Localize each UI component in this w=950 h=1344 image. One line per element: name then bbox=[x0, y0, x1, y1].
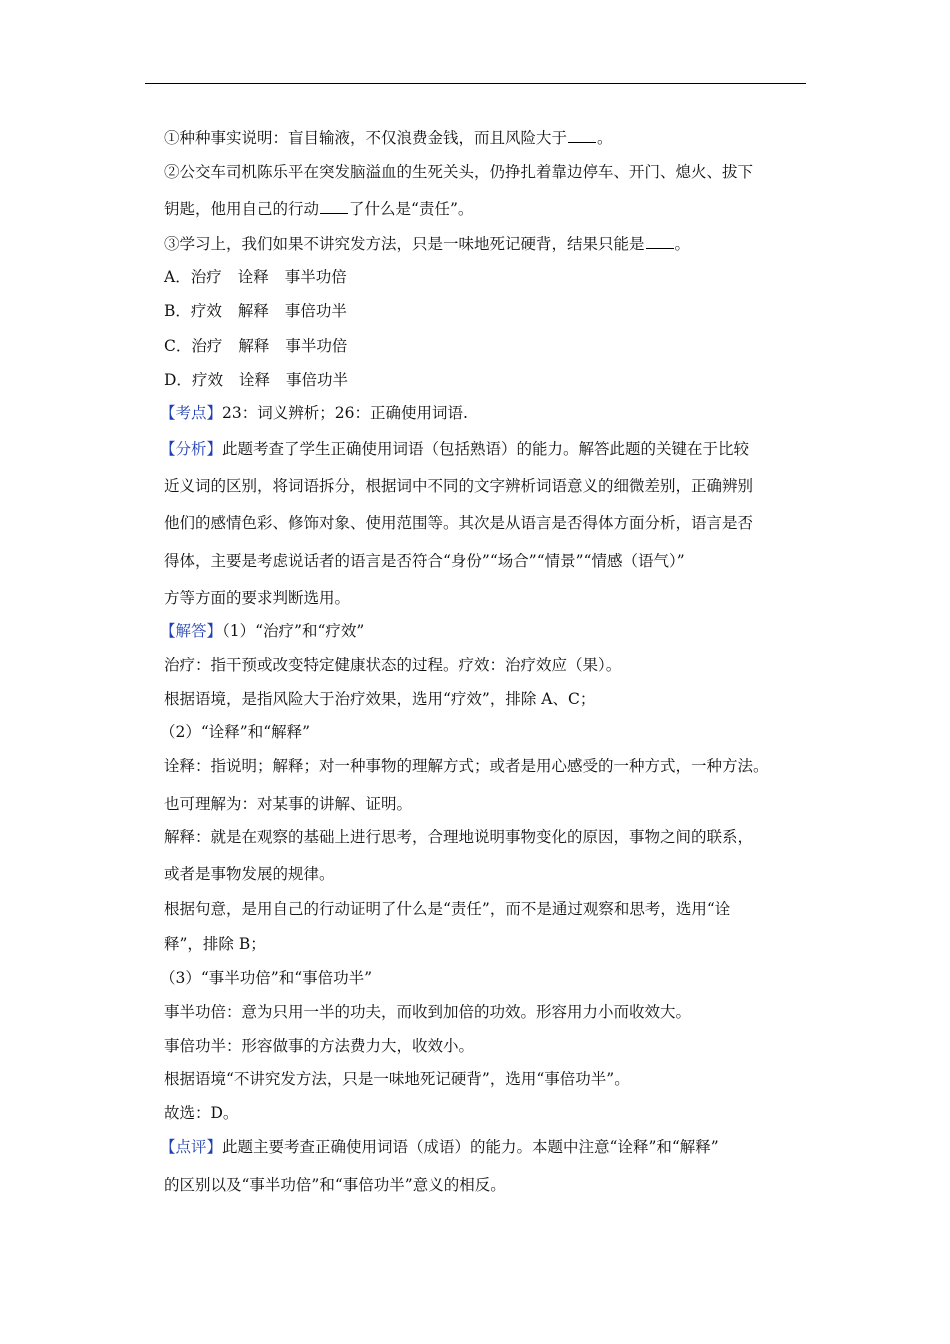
jieda-line: 事半功倍：意为只用一半的功夫，而收到加倍的功效。形容用力小而收效大。 bbox=[164, 1003, 692, 1021]
option-word: 解释 bbox=[238, 337, 270, 355]
option-word: 治疗 bbox=[191, 337, 223, 355]
option-word: 事半功倍 bbox=[284, 268, 347, 286]
question-1-end: 。 bbox=[597, 129, 613, 147]
question-3-text: ③学习上，我们如果不讲究发方法，只是一味地死记硬背，结果只能是 bbox=[164, 235, 645, 253]
fenxi-line-3: 他们的感情色彩、修饰对象、使用范围等。其次是从语言是否得体方面分析，语言是否 bbox=[164, 514, 754, 532]
dianping-text: 此题主要考查正确使用词语（成语）的能力。本题中注意“诠释”和“解释” bbox=[222, 1138, 719, 1156]
jieda-line: 根据语境“不讲究发方法，只是一味地死记硬背”，选用“事倍功半”。 bbox=[164, 1070, 630, 1088]
question-2-line-2 bbox=[164, 198, 473, 219]
option-word: 解释 bbox=[237, 302, 269, 320]
jieda-line: 根据语境，是指风险大于治疗效果，选用“疗效”，排除 A、C； bbox=[164, 690, 596, 708]
fenxi-line-4: 得体，主要是考虑说话者的语言是否符合“身份”“场合”“情景”“情感（语气）” bbox=[164, 552, 685, 570]
option-word: 诠释 bbox=[238, 371, 270, 389]
jieda-line: 事倍功半：形容做事的方法费力大，收效小。 bbox=[164, 1037, 475, 1055]
option-a bbox=[164, 267, 347, 287]
option-c bbox=[164, 336, 347, 356]
dianping-tag: 【点评】 bbox=[160, 1138, 223, 1156]
jieda-line: 诠释：指说明；解释；对一种事物的理解方式；或者是用心感受的一种方式，一种方法。 bbox=[164, 757, 769, 775]
jieda-line: 或者是事物发展的规律。 bbox=[164, 865, 335, 883]
header-rule bbox=[145, 83, 806, 84]
jieda-line: 根据句意，是用自己的行动证明了什么是“责任”，而不是通过观察和思考，选用“诠 bbox=[164, 900, 731, 918]
option-letter: C． bbox=[164, 337, 192, 355]
question-1-text: ①种种事实说明：盲目输液，不仅浪费金钱，而且风险大于 bbox=[164, 129, 568, 147]
jieda-line: 也可理解为：对某事的讲解、证明。 bbox=[164, 795, 413, 813]
option-word: 事半功倍 bbox=[285, 337, 348, 355]
option-word: 诠释 bbox=[237, 268, 269, 286]
option-word: 治疗 bbox=[190, 268, 222, 286]
jieda-line: 释”，排除 B； bbox=[164, 935, 266, 953]
option-word: 事倍功半 bbox=[284, 302, 347, 320]
question-2-line-1: ②公交车司机陈乐平在突发脑溢血的生死关头，仍挣扎着靠边停车、开门、熄火、拔下 bbox=[164, 163, 754, 181]
fenxi-text: 此题考查了学生正确使用词语（包括熟语）的能力。解答此题的关键在于比较 bbox=[222, 440, 750, 458]
question-2-text: 钥匙，他用自己的行动 bbox=[164, 200, 320, 218]
answer-blank bbox=[646, 233, 674, 249]
jieda-first: （1）“治疗”和“疗效” bbox=[222, 622, 365, 640]
option-letter: A． bbox=[164, 268, 191, 286]
kaodian-section bbox=[160, 403, 468, 423]
jieda-line: 解释：就是在观察的基础上进行思考，合理地说明事物变化的原因，事物之间的联系， bbox=[164, 828, 754, 846]
jieda-tag: 【解答】 bbox=[160, 622, 223, 640]
question-2-end: 了什么是“责任”。 bbox=[349, 200, 474, 218]
dianping-line-2: 的区别以及“事半功倍”和“事倍功半”意义的相反。 bbox=[164, 1176, 506, 1194]
jieda-line-1 bbox=[160, 621, 364, 641]
answer-blank bbox=[568, 127, 596, 143]
option-word: 疗效 bbox=[190, 302, 222, 320]
kaodian-tag: 【考点】 bbox=[160, 404, 223, 422]
option-letter: B． bbox=[164, 302, 191, 320]
kaodian-text: 23：词义辨析；26：正确使用词语. bbox=[222, 404, 468, 422]
answer-blank bbox=[320, 198, 348, 214]
jieda-line: （3）“事半功倍”和“事倍功半” bbox=[160, 969, 373, 987]
jieda-line: 故选：D。 bbox=[164, 1104, 239, 1122]
fenxi-line-5: 方等方面的要求判断选用。 bbox=[164, 589, 351, 607]
option-b bbox=[164, 301, 347, 321]
question-3 bbox=[164, 233, 690, 254]
fenxi-tag: 【分析】 bbox=[160, 440, 223, 458]
option-letter: D． bbox=[164, 371, 192, 389]
option-word: 事倍功半 bbox=[285, 371, 348, 389]
question-3-end: 。 bbox=[674, 235, 691, 253]
jieda-line: 治疗：指干预或改变特定健康状态的过程。疗效：治疗效应（果）。 bbox=[164, 656, 622, 674]
fenxi-line-2: 近义词的区别，将词语拆分，根据词中不同的文字辨析词语意义的细微差别，正确辨别 bbox=[164, 477, 754, 495]
question-1 bbox=[164, 127, 613, 148]
fenxi-line-1 bbox=[160, 439, 749, 459]
jieda-line: （2）“诠释”和“解释” bbox=[160, 723, 311, 741]
option-word: 疗效 bbox=[191, 371, 223, 389]
dianping-line-1 bbox=[160, 1137, 719, 1157]
option-d bbox=[164, 370, 348, 390]
